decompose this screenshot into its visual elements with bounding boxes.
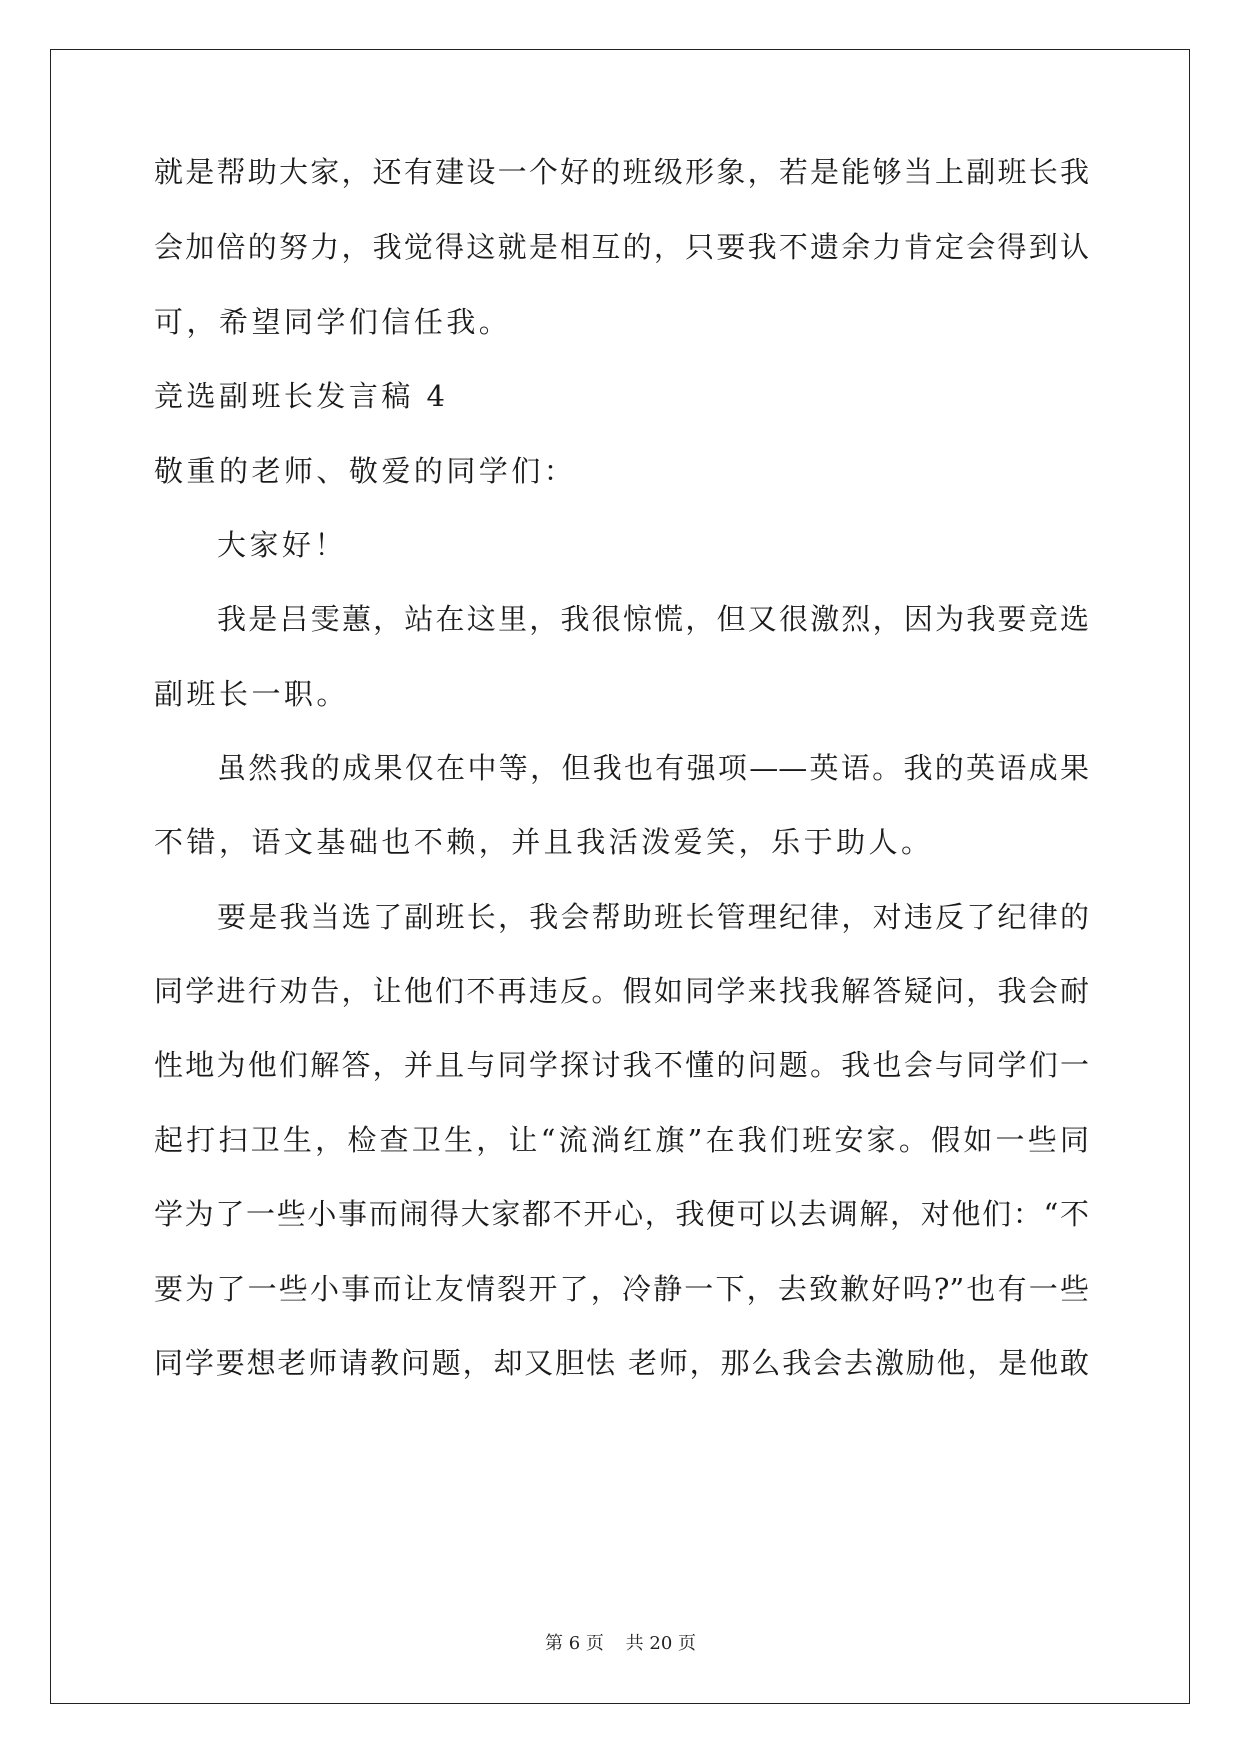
page-number: 第 6 页 xyxy=(545,1633,604,1654)
text-line: 就是帮助大家，还有建设一个好的班级形象，若是能够当上副班长我 xyxy=(154,155,1089,189)
text-line: 学为了一些小事而闹得大家都不开心，我便可以去调解，对他们：“不 xyxy=(154,1197,1089,1231)
text-line: 不错，语文基础也不赖，并且我活泼爱笑，乐于助人。 xyxy=(154,825,934,859)
text-line: 可，希望同学们信任我。 xyxy=(154,305,512,339)
text-line: 副班长一职。 xyxy=(154,677,349,711)
page-total: 共 20 页 xyxy=(625,1633,696,1654)
page-border xyxy=(50,49,1190,1704)
text-line: 性地为他们解答，并且与同学探讨我不懂的问题。我也会与同学们一 xyxy=(154,1048,1089,1082)
text-line: 同学要想老师请教问题，却又胆怯 老师，那么我会去激励他，是他敢 xyxy=(154,1346,1089,1380)
salutation: 敬重的老师、敬爱的同学们： xyxy=(154,454,577,488)
section-title: 竞选副班长发言稿 4 xyxy=(154,379,449,413)
greeting: 大家好！ xyxy=(217,528,347,562)
page-footer xyxy=(0,1632,1241,1656)
text-line: 同学进行劝告，让他们不再违反。假如同学来找我解答疑问，我会耐 xyxy=(154,974,1089,1008)
text-line: 我是吕雯蕙，站在这里，我很惊慌，但又很激烈，因为我要竞选 xyxy=(217,602,1089,636)
text-line: 起打扫卫生，检查卫生，让“流淌红旗”在我们班安家。假如一些同 xyxy=(154,1123,1089,1157)
text-line: 要是我当选了副班长，我会帮助班长管理纪律，对违反了纪律的 xyxy=(217,900,1089,934)
text-line: 要为了一些小事而让友情裂开了，冷静一下，去致歉好吗?”也有一些 xyxy=(154,1272,1089,1306)
text-line: 会加倍的努力，我觉得这就是相互的，只要我不遗余力肯定会得到认 xyxy=(154,230,1089,264)
text-line: 虽然我的成果仅在中等，但我也有强项——英语。我的英语成果 xyxy=(217,751,1089,785)
